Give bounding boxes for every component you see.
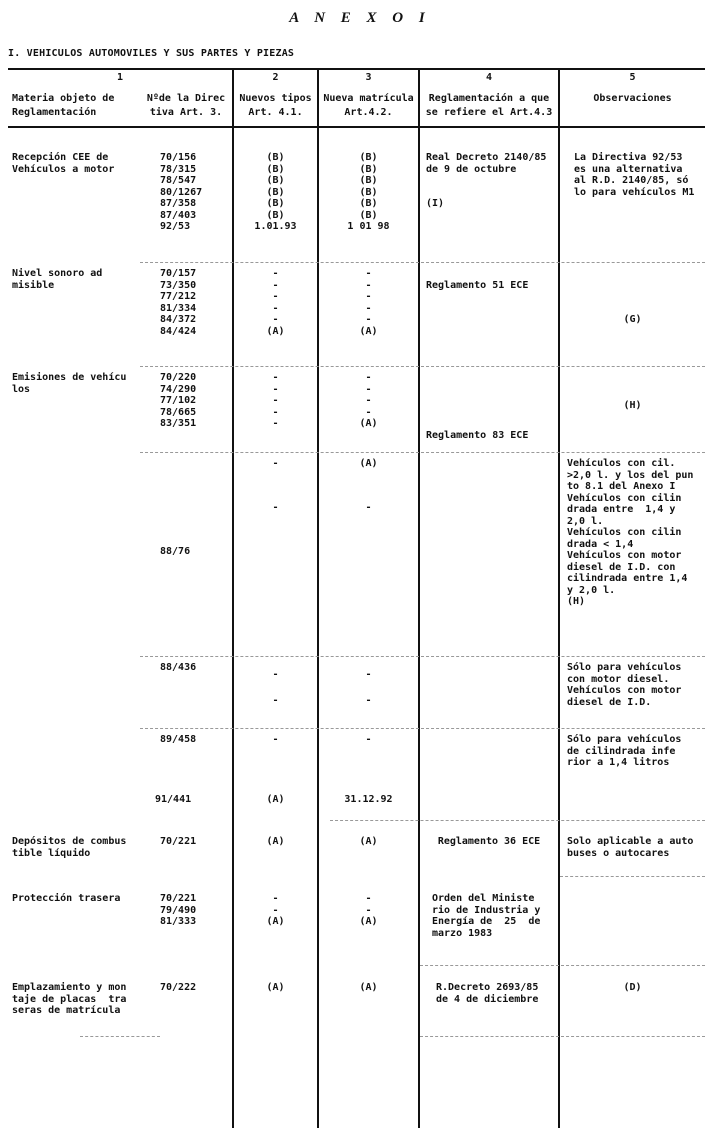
cell-nueva-matricula: - xyxy=(365,734,372,745)
cell-nueva-matricula: (A) xyxy=(359,982,378,993)
cell-observaciones: La Directiva 92/53 es una alternativa al R.D. 2140/85, só lo para vehículos M1 xyxy=(574,152,695,198)
row-divider xyxy=(140,452,705,453)
row-divider xyxy=(420,1036,705,1037)
cell-reglamentacion: Orden del Ministe rio de Industria y Energía de 25 de marzo 1983 xyxy=(432,893,541,939)
cell-nuevos-tipos: - - - - - xyxy=(272,372,279,429)
cell-nuevos-tipos: (B) (B) (B) (B) (B) (B) 1.01.93 xyxy=(254,152,297,232)
cell-nuevos-tipos: - - xyxy=(272,669,279,706)
column-header-observaciones: Observaciones xyxy=(593,93,672,104)
cell-directiva: 70/156 78/315 78/547 80/1267 87/358 87/403 92/53 xyxy=(160,152,203,232)
cell-reglamentacion: Real Decreto 2140/85 de 9 de octubre (I) xyxy=(426,152,547,209)
cell-nuevos-tipos: (A) xyxy=(266,982,285,993)
cell-materia: Emisiones de vehícu los xyxy=(12,372,127,395)
header-bottom-rule xyxy=(8,126,705,128)
cell-observaciones: (D) xyxy=(623,982,642,993)
cell-nueva-matricula: - - - - (A) xyxy=(359,372,378,429)
column-number: 4 xyxy=(485,72,493,83)
row-divider xyxy=(140,656,705,657)
cell-nuevos-tipos: - xyxy=(272,734,279,745)
cell-directiva: 70/222 xyxy=(160,982,197,993)
column-header-directiva: Nºde la Direc tiva Art. 3. xyxy=(146,93,226,118)
cell-materia: Recepción CEE de Vehículos a motor xyxy=(12,152,115,175)
cell-nuevos-tipos: (A) xyxy=(266,836,285,847)
cell-nueva-matricula: - - xyxy=(365,669,372,706)
cell-nueva-matricula: (A) xyxy=(359,836,378,847)
cell-directiva: 70/221 79/490 81/333 xyxy=(160,893,197,927)
cell-directiva: 89/458 xyxy=(160,734,197,745)
row-divider xyxy=(560,876,705,877)
cell-reglamentacion: Reglamento 36 ECE xyxy=(437,836,541,847)
cell-reglamentacion: R.Decreto 2693/85 de 4 de diciembre xyxy=(436,982,539,1005)
column-header-materia: Materia objeto de Reglamentación xyxy=(12,93,115,118)
annex-title: A N E X O I xyxy=(289,10,431,26)
column-header-reglamentacion: Reglamentación a que se refiere el Art.4.3 xyxy=(425,93,553,118)
column-number: 3 xyxy=(365,72,372,83)
row-divider xyxy=(140,366,705,367)
cell-nuevos-tipos: (A) xyxy=(266,794,285,805)
cell-nueva-matricula: - - - - - (A) xyxy=(359,268,378,337)
cell-nueva-matricula: (B) (B) (B) (B) (B) (B) 1 01 98 xyxy=(347,152,390,232)
cell-nueva-matricula: 31.12.92 xyxy=(344,794,393,805)
cell-reglamentacion: Reglamento 83 ECE xyxy=(426,430,529,441)
row-divider xyxy=(80,1036,160,1037)
column-number: 5 xyxy=(629,72,636,83)
cell-nuevos-tipos: - xyxy=(272,458,279,469)
cell-observaciones: (G) xyxy=(623,314,642,325)
cell-nuevos-tipos: - - (A) xyxy=(266,893,285,927)
cell-nueva-matricula: - - (A) xyxy=(359,893,378,927)
cell-directiva: 88/76 xyxy=(160,546,191,557)
cell-nueva-matricula: (A) xyxy=(359,458,378,469)
cell-directiva: 70/157 73/350 77/212 81/334 84/372 84/424 xyxy=(160,268,197,337)
cell-directiva: 70/220 74/290 77/102 78/665 83/351 xyxy=(160,372,197,429)
column-divider xyxy=(558,68,560,1128)
column-number: 1 xyxy=(116,72,124,83)
cell-observaciones: Vehículos con cil. >2,0 l. y los del pun to 8.1 del Anexo I Vehículos con cilin drada entre 1,4 y 2,0 l. Vehículos con cilin drada < 1,4 Vehículos con motor diesel de I.D. con cilindrada entre 1,4 y 2,0 l. (H) xyxy=(567,458,694,607)
cell-directiva: 88/436 xyxy=(160,662,197,673)
cell-reglamentacion: Reglamento 51 ECE xyxy=(426,280,529,291)
cell-materia: Nivel sonoro ad misible xyxy=(12,268,103,291)
row-divider xyxy=(420,965,705,966)
cell-nuevos-tipos: - xyxy=(272,502,279,513)
cell-directiva: 91/441 xyxy=(155,794,192,805)
cell-observaciones: Solo aplicable a auto buses o autocares xyxy=(567,836,694,859)
cell-observaciones: Sólo para vehículos de cilindrada infe rior a 1,4 litros xyxy=(567,734,682,768)
cell-directiva: 70/221 xyxy=(160,836,197,847)
cell-observaciones: (H) xyxy=(623,400,642,411)
section-title: I. VEHICULOS AUTOMOVILES Y SUS PARTES Y PIEZAS xyxy=(8,48,295,59)
cell-materia: Emplazamiento y mon taje de placas tra seras de matrícula xyxy=(12,982,127,1016)
column-number: 2 xyxy=(272,72,279,83)
column-divider xyxy=(418,68,420,1128)
column-header-nuevos-tipos: Nuevos tipos Art. 4.1. xyxy=(239,93,312,118)
cell-nueva-matricula: - xyxy=(365,502,372,513)
table-top-rule xyxy=(8,68,705,70)
cell-observaciones: Sólo para vehículos con motor diesel. Vehículos con motor diesel de I.D. xyxy=(567,662,682,708)
column-header-nueva-matricula: Nueva matrícula Art.4.2. xyxy=(323,93,414,118)
cell-materia: Protección trasera xyxy=(12,893,121,904)
row-divider xyxy=(330,820,705,821)
row-divider xyxy=(140,728,705,729)
row-divider xyxy=(140,262,705,263)
cell-materia: Depósitos de combus tible líquido xyxy=(12,836,127,859)
cell-nuevos-tipos: - - - - - (A) xyxy=(266,268,285,337)
